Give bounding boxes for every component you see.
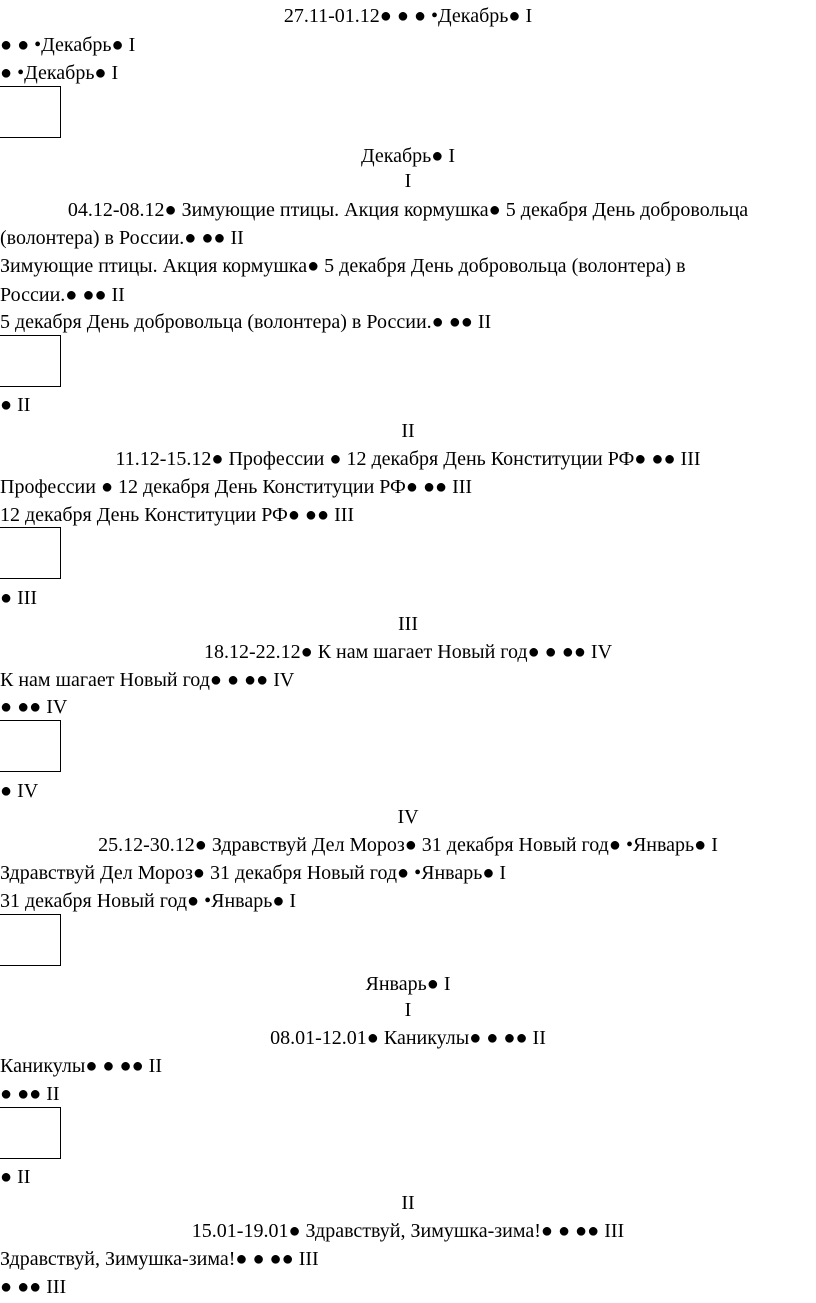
text-line: 25.12-30.12● Здравствуй Дел Мороз● 31 декабря Новый год● •Январь● I xyxy=(98,834,718,856)
text-line: Зимующие птицы. Акция кормушка● 5 декабря День добровольца (волонтера) в xyxy=(0,255,686,277)
text-line: ● ●● IV xyxy=(0,696,68,718)
text-line: ● ●● III xyxy=(0,1276,67,1298)
text-line: ● II xyxy=(0,394,31,416)
text-line: Здравствуй, Зимушка-зима!● ● ●● III xyxy=(0,1248,319,1270)
text-line: 04.12-08.12● Зимующие птицы. Акция кормушка● 5 декабря День добровольца xyxy=(67,199,749,221)
text-line: России.● ●● II xyxy=(0,284,125,306)
empty-table-cell xyxy=(0,720,61,772)
text-line: К нам шагает Новый год● ● ●● IV xyxy=(0,669,295,691)
text-line: ● IV xyxy=(0,780,39,802)
month-heading: Январь● I xyxy=(365,973,451,995)
week-number: II xyxy=(401,1192,415,1214)
text-line: ● ●● II xyxy=(0,1083,60,1105)
text-line: 18.12-22.12● К нам шагает Новый год● ● ●● IV xyxy=(203,641,613,663)
month-heading: Декабрь● I xyxy=(360,145,456,167)
text-line: 5 декабря День добровольца (волонтера) в России.● ●● II xyxy=(0,311,492,333)
empty-table-cell xyxy=(0,914,61,966)
text-line: (волонтера) в России.● ●● II xyxy=(0,227,244,249)
empty-table-cell xyxy=(0,1107,61,1159)
text-line: ● II xyxy=(0,1166,31,1188)
text-line: 08.01-12.01● Каникулы● ● ●● II xyxy=(270,1027,546,1049)
empty-table-cell xyxy=(0,335,61,387)
text-line: 15.01-19.01● Здравствуй, Зимушка-зима!● ● ●● III xyxy=(191,1220,625,1242)
week-number: I xyxy=(404,170,412,192)
text-line: 27.11-01.12● ● ● •Декабрь● I xyxy=(283,5,533,27)
text-line: Профессии ● 12 декабря День Конституции РФ● ●● III xyxy=(0,476,473,498)
text-line: ● ● •Декабрь● I xyxy=(0,34,136,56)
text-line: ● •Декабрь● I xyxy=(0,62,119,84)
text-line: 31 декабря Новый год● •Январь● I xyxy=(0,890,297,912)
text-line: 11.12-15.12● Профессии ● 12 декабря День Конституции РФ● ●● III xyxy=(115,448,701,470)
text-line: Каникулы● ● ●● II xyxy=(0,1055,162,1077)
text-line: 12 декабря День Конституции РФ● ●● III xyxy=(0,504,355,526)
week-number: I xyxy=(404,999,412,1021)
empty-table-cell xyxy=(0,86,61,138)
week-number: IV xyxy=(397,806,419,828)
text-line: Здравствуй Дел Мороз● 31 декабря Новый год● •Январь● I xyxy=(0,862,507,884)
week-number: II xyxy=(401,420,415,442)
week-number: III xyxy=(398,613,418,635)
empty-table-cell xyxy=(0,527,61,579)
text-line: ● III xyxy=(0,587,38,609)
